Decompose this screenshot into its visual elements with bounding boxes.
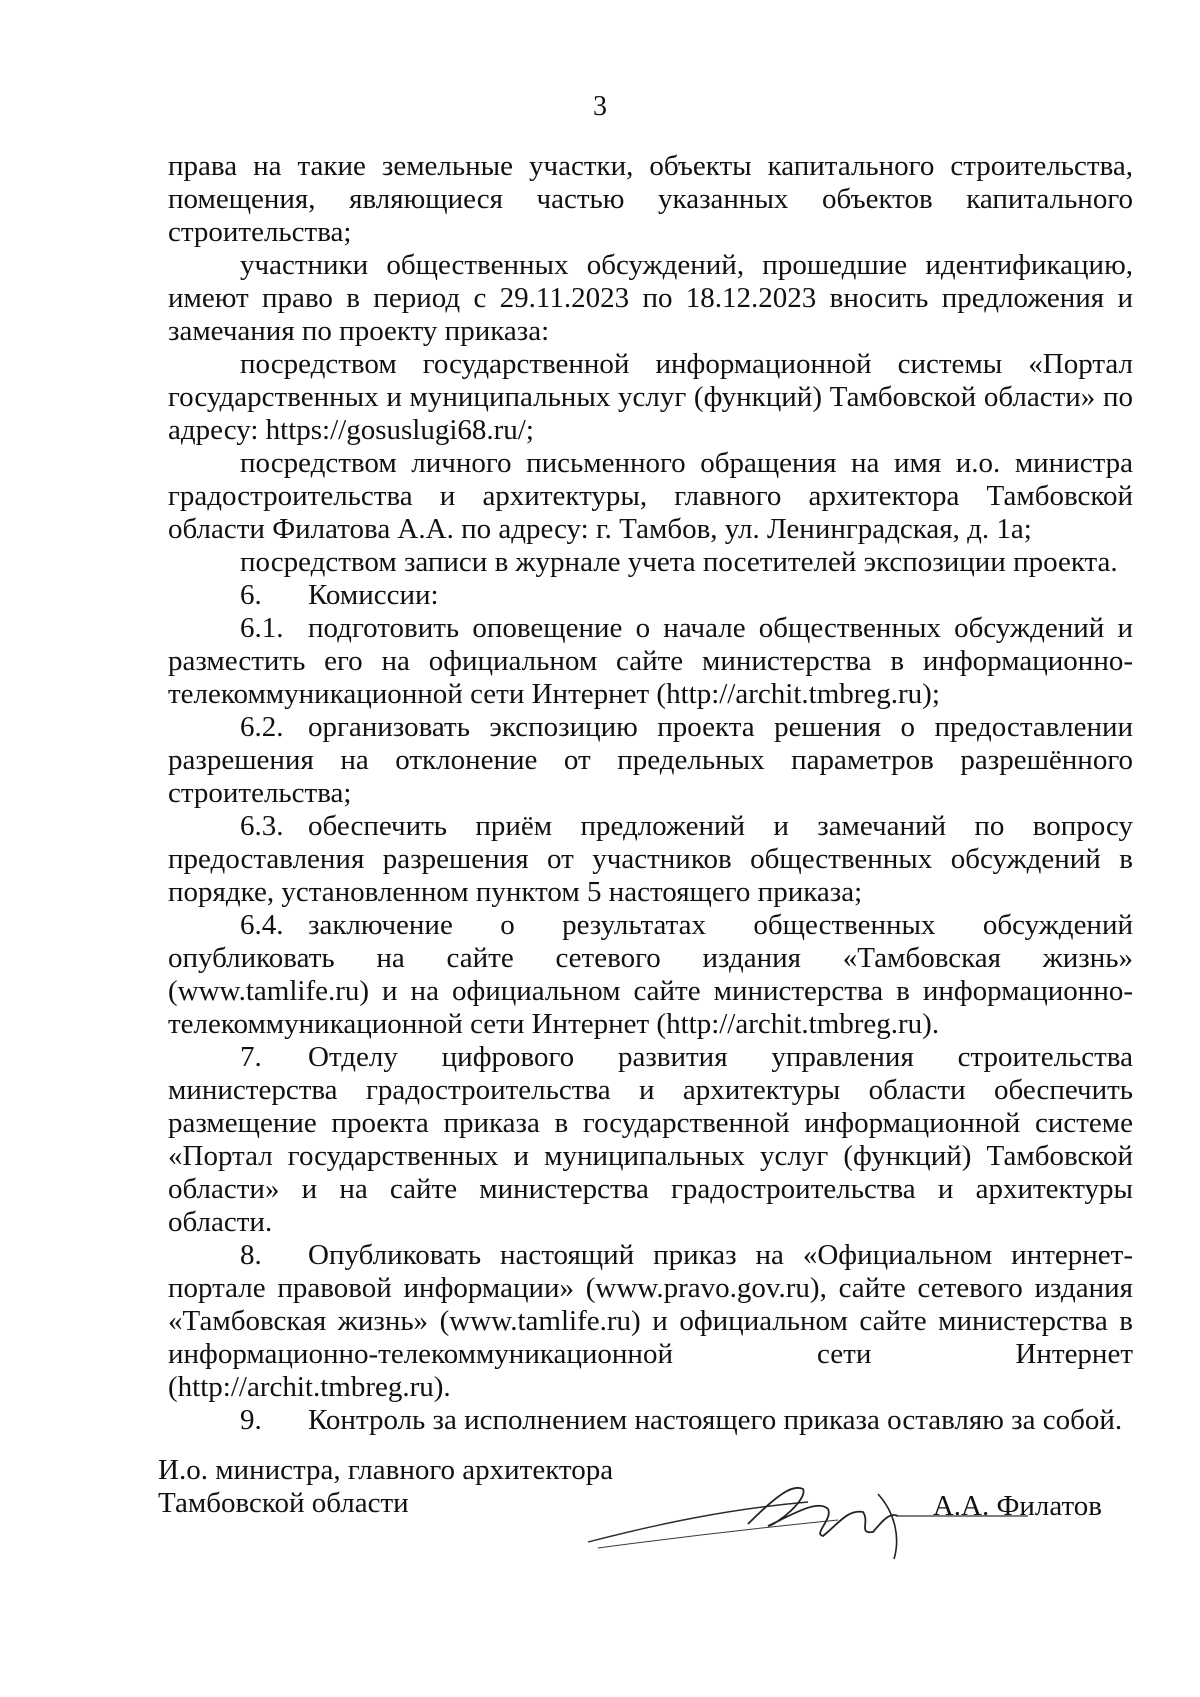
item-text: обеспечить приём предложений и замечаний по вопросу предоставления разрешения от участников общественных обсуждений в порядке, установленном пунктом 5 настоящего приказа; bbox=[168, 810, 1133, 908]
item-number: 6. bbox=[240, 579, 262, 611]
paragraph-rights: права на такие земельные участки, объекты капитального строительства, помещения, являющиеся частью указанных объектов капитального строительства; bbox=[168, 150, 1133, 248]
paragraph-via-portal: посредством государственной информационной системы «Портал государственных и муниципальных услуг (функций) Тамбовской области» по адресу: https://gosuslugi68.ru/; bbox=[168, 348, 1133, 446]
paragraph-via-journal: посредством записи в журнале учета посетителей экспозиции проекта. bbox=[240, 546, 1118, 578]
item-9 bbox=[168, 1404, 1133, 1437]
item-number: 6.3. bbox=[240, 810, 284, 842]
item-6-4 bbox=[168, 909, 1133, 1041]
item-text: Опубликовать настоящий приказ на «Официальном интернет-портале правовой информации» (www.pravo.gov.ru), сайте сетевого издания «Тамбовская жизнь» (www.tamlife.ru) и официальном сайте министерства в информационно-телекоммуникационной сети Интернет (http://archit.tmbreg.ru). bbox=[168, 1239, 1133, 1403]
item-6 bbox=[168, 579, 1133, 612]
item-6-3 bbox=[168, 810, 1133, 909]
signatory-title-line-2: Тамбовской области bbox=[158, 1487, 409, 1519]
item-text: организовать экспозицию проекта решения о предоставлении разрешения на отклонение от предельных параметров разрешённого строительства; bbox=[168, 711, 1133, 809]
signatory-name: А.А. Филатов bbox=[932, 1490, 1102, 1522]
item-text: Отделу цифрового развития управления строительства министерства градостроительства и архитектуры области обеспечить размещение проекта приказа в государственной информационной системе «Портал государственных и муниципальных услуг (функций) Тамбовской области» и на сайте министерства градостроительства и архитектуры области. bbox=[168, 1041, 1133, 1238]
item-number: 9. bbox=[240, 1404, 262, 1436]
item-8 bbox=[168, 1239, 1133, 1404]
item-number: 6.1. bbox=[240, 612, 284, 644]
item-7 bbox=[168, 1041, 1133, 1239]
item-number: 7. bbox=[240, 1041, 262, 1073]
item-text: Комиссии: bbox=[308, 579, 439, 611]
paragraph-via-letter: посредством личного письменного обращения на имя и.о. министра градостроительства и архитектуры, главного архитектора Тамбовской области Филатова А.А. по адресу: г. Тамбов, ул. Ленинградская, д. 1а; bbox=[168, 447, 1133, 545]
item-number: 6.2. bbox=[240, 711, 284, 743]
item-text: Контроль за исполнением настоящего приказа оставляю за собой. bbox=[308, 1404, 1123, 1436]
item-text: заключение о результатах общественных обсуждений опубликовать на сайте сетевого издания «Тамбовская жизнь» (www.tamlife.ru) и на официальном сайте министерства в информационно-телекоммуникационной сети Интернет (http://archit.tmbreg.ru). bbox=[168, 909, 1133, 1040]
item-number: 8. bbox=[240, 1239, 262, 1271]
item-6-2 bbox=[168, 711, 1133, 810]
document-body bbox=[168, 150, 1133, 1437]
item-text: подготовить оповещение о начале общественных обсуждений и разместить его на официальном сайте министерства в информационно-телекоммуникационной сети Интернет (http://archit.tmbreg.ru); bbox=[168, 612, 1133, 710]
page-number: 3 bbox=[593, 91, 607, 122]
paragraph-participants: участники общественных обсуждений, прошедшие идентификацию, имеют право в период с 29.11.2023 по 18.12.2023 вносить предложения и замечания по проекту приказа: bbox=[168, 249, 1133, 347]
signatory-title-line-1: И.о. министра, главного архитектора bbox=[158, 1454, 614, 1486]
signature-block bbox=[158, 1454, 1118, 1564]
signatory-title bbox=[158, 1454, 613, 1520]
item-number: 6.4. bbox=[240, 909, 284, 941]
item-6-1 bbox=[168, 612, 1133, 711]
